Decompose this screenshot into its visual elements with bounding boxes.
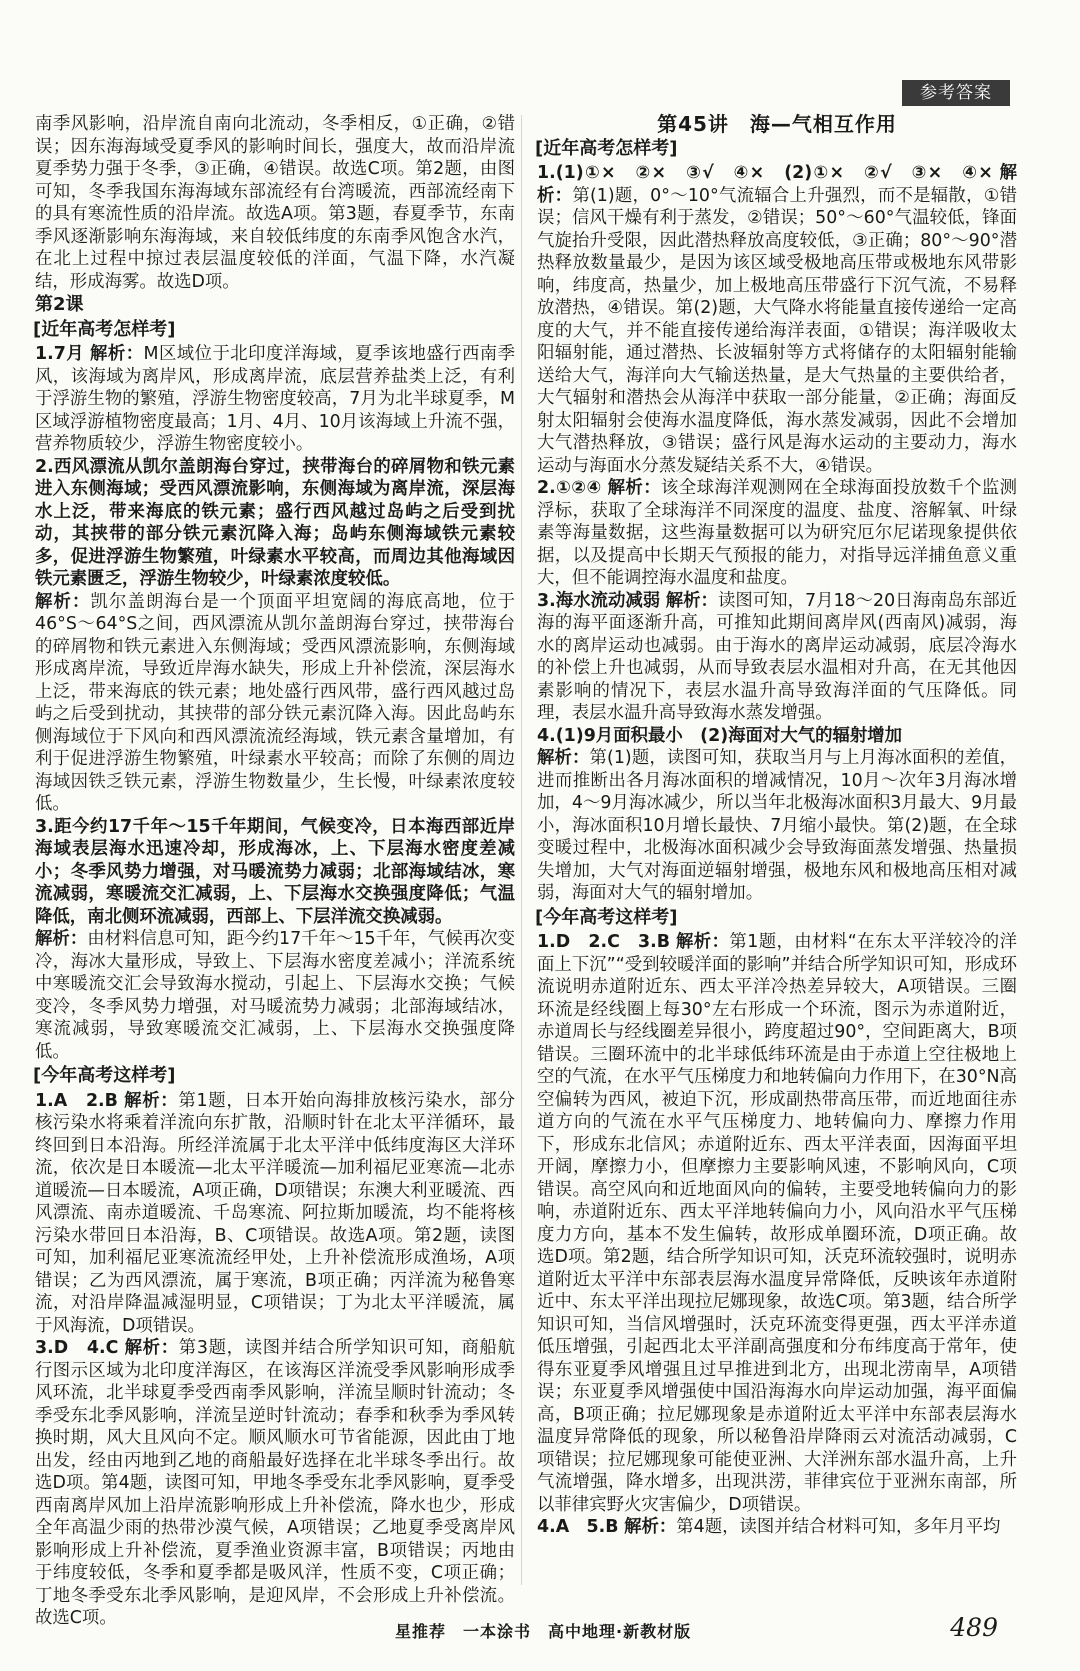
page-number: 489 [950,1613,998,1642]
right-column [537,113,1017,1603]
answer-item [537,590,1017,725]
analysis-label: 解析： [675,932,730,952]
section-heading-this-year: [今年高考这样考] [535,906,678,928]
analysis-label: 解析： [665,590,718,611]
answer-item [35,816,515,929]
analysis-text: 第(1)题，0°～10°气流辐合上升强烈，而不是辐散，①错误；信风干燥有利于蒸发，②错误；50°～60°气温较低，锋面气旋抬升受限，因此潜热释放高度较低，③正确；80°～90°潜热释放数量最少，是因为该区域受极地高压带或极地东风带影响，纬度高，热量少，加上极地高压带盛行下沉气流，不易释放潜热，④错误。第(2)题，大气降水将能量直接传递给一定高度的大气，并不能直接传递给海洋表面，①错误；海洋吸收太阳辐射能，通过潜热、长波辐射等方式将储存的太阳辐射能输送给大气，海洋向大气输送热量，是大气热量的主要供给者，大气辐射和潜热会从海洋中获取一部分能量，②正确；海面反射太阳辐射会使海水温度降低，海水蒸发减弱，因此不会增加大气潜热释放，③错误；盛行风是海水运动的主要动力，海水运动与海面水分蒸发疑结关系不大，④错误。 [537,185,1017,476]
analysis-label: 解析： [624,1517,677,1537]
page-footer [0,1609,1080,1649]
analysis-text: 第(1)题，读图可知，获取当月与上月海冰面积的差值，进而推断出各月海冰面积的增减情况，10月～次年3月海冰增加，4～9月海冰减少，所以当年北极海冰面积3月最大、9月最小，海冰面积10月增长最快、7月缩小最快。第(2)题，在全球变暖过程中，北极海冰面积减少会导致海面蒸发增强、热量损失增加，大气对海面逆辐射增强，极地东风和极地高压相对减弱，海面对大气的辐射增加。 [537,748,1017,903]
section-heading-recent-exams: [近年高考怎样考] [33,318,176,340]
lesson-heading: 第2课 [35,294,84,315]
answer-number: 3.D 4.C [35,1338,119,1358]
section-heading-recent-exams: [近年高考怎样考] [535,137,678,159]
answer-item [537,477,1017,590]
answer-number: 4.(1)9月面积最小 (2)海面对大气的辐射增加 [537,725,903,746]
answer-item [35,343,515,456]
analysis-label: 解析： [537,748,590,768]
analysis-text: 第1题，由材料“在东太平洋较冷的洋面上下沉”“受到较暖洋面的影响”并结合所学知识可知，形成环流说明赤道附近东、西太平洋冷热差异较大，A项错误。三圈环流是经线圈上每30°左右形成一个环流，图示为赤道附近，赤道周长与经线圈差异很小，跨度超过90°，空间距离大，B项错误。三圈环流中的北半球低纬环流是由于赤道上空往极地上空的气流，在水平气压梯度力和地转偏向力作用下，在30°N高空偏转为西风，被迫下沉，形成副热带高压带，而近地面往赤道方向的气流在水平气压梯度力、地转偏向力、摩擦力作用下，形成东北信风；赤道附近东、西太平洋表面，因海面平坦开阔，摩擦力小，但摩擦力主要影响风速，不影响风向，C项错误。高空风向和近地面风向的偏转，主要受地转偏向力的影响，赤道附近东、西太平洋地转偏向力小，风向沿水平气压梯度力方向，基本不发生偏转，故形成单圈环流，D项正确。故选D项。第2题，结合所学知识可知，沃克环流较强时，说明赤道附近太平洋中东部表层海水温度异常降低，反映该年赤道附近中、东太平洋出现拉尼娜现象，故选C项。第3题，结合所学知识可知，当信风增强时，沃克环流变得更强，西太平洋赤道低压增强，引起西北太平洋副高强度和分布纬度高于常年，使得东亚夏季风增强且过早推进到北方，出现北涝南旱，A项错误；东亚夏季风增强使中国沿海海水向岸运动加强，海平面偏高，B项正确；拉尼娜现象是赤道附近太平洋中东部表层海水温度异常降低的现象，所以秘鲁沿岸降雨云对流活动减弱，C项错误；拉尼娜现象可能使亚洲、大洋洲东部水温升高，上升气流增强，降水增多，出现洪涝，菲律宾位于亚洲东南部，所以菲律宾野火灾害偏少，D项错误。 [537,932,1017,1515]
answer-key-badge: 参考答案 [902,80,1010,106]
analysis-text: 第3题，读图并结合所学知识可知，商船航行图示区域为北印度洋海区，在该海区洋流受季风影响形成季风环流，北半球夏季受西南季风影响，洋流呈顺时针流动；冬季受东北季风影响，洋流呈逆时针流动；春季和秋季为季风转换时期，风大且风向不定。顺风顺水可节省能源，因此由丁地出发，经由丙地到乙地的商船最好选择在北半球冬季出行。故选D项。第4题，读图可知，甲地冬季受东北季风影响，夏季受西南离岸风加上沿岸流影响形成上升补偿流，降水也少，形成全年高温少雨的热带沙漠气候，A项错误；乙地夏季受离岸风影响形成上升补偿流，夏季渔业资源丰富，B项错误；丙地由于纬度较低，冬季和夏季都是吸风洋，性质不变，C项正确；丁地冬季受东北季风影响，是迎风岸，不会形成上升补偿流。故选C项。 [35,1338,515,1628]
analysis-paragraph [35,591,515,816]
answer-number: 1.(1)①× ②× ③√ ④× (2)①× ②√ ③× ④× [537,163,993,183]
analysis-text: 读图可知，7月18～20日海南岛东部近海的海平面逐渐升高，可推知此期间离岸风(西南风)减弱，海水的离岸运动也减弱。由于海水的离岸运动减弱，底层冷海水的补偿上升也减弱，从而导致表层水温相对升高，在无其他因素影响的情况下，表层水温升高导致海洋面的气压降低。同理，表层水温升高导致海水蒸发增强。 [537,590,1017,723]
analysis-text: M区域位于北印度洋海域，夏季该地盛行西南季风，该海域为离岸风，形成离岸流，底层营养盐类上泛，有利于浮游生物的繁殖，浮游生物密度较高，7月为北半球夏季，M区域浮游植物密度最高；1月、4月、10月该海域上升流不强，营养物质较少，浮游生物密度较小。 [35,344,516,454]
answer-number: 2.①②④ [537,478,602,498]
analysis-label: 解析： [607,478,662,498]
answer-number: 1.D 2.C 3.B [537,932,671,952]
answer-item [537,931,1017,1516]
analysis-label: 解析： [35,929,88,949]
answer-item [35,456,515,591]
analysis-label: 解析： [35,591,91,612]
analysis-label: 解析： [124,1338,179,1358]
column-divider [521,115,522,1585]
answer-number: 2.西风漂流从凯尔盖朗海台穿过，挟带海台的碎屑物和铁元素进入东侧海域；受西风漂流影响，东侧海域为离岸流，深层海水上泛，带来海底的铁元素；盛行西风越过岛屿之后受到扰动，其挟带的部分铁元素沉降入海；岛屿东侧海域铁元素较多，促进浮游生物繁殖，叶绿素水平较高，而周边其他海域因铁元素匮乏，浮游生物较少，叶绿素浓度较低。 [35,456,515,589]
analysis-text: 第4题，读图并结合材料可知，多年月平均 [676,1517,1001,1537]
section-heading-this-year: [今年高考这样考] [33,1065,176,1086]
analysis-text: 该全球海洋观测网在全球海面投放数千个监测浮标，获取了全球海洋不同深度的温度、盐度、溶解氧、叶绿素等海量数据，这些海量数据可以为研究厄尔尼诺现象提供依据，以及提高中长期天气预报的能力，对指导远洋捕鱼意义重大，但不能调控海水温度和盐度。 [537,478,1017,588]
analysis-label: 解析： [124,1090,179,1111]
answer-number: 3.距今约17千年～15千年期间，气候变冷，日本海西部近岸海域表层海水迅速冷却，形成海冰，上、下层海水密度差减小；冬季风势力增强，对马暖流势力减弱；北部海域结冰，寒流减弱，寒暖流交汇减弱，上、下层海水交换强度降低；气温降低，南北侧环流减弱，西部上、下层洋流交换减弱。 [35,816,515,927]
lecture-title: 第45讲 海—气相互作用 [657,112,897,136]
analysis-label: 解析： [90,344,144,364]
analysis-text: 凯尔盖朗海台是一个顶面平坦宽阔的海底高地，位于46°S～64°S之间，西风漂流从凯尔盖朗海台穿过，挟带海台的碎屑物和铁元素进入东侧海域；受西风漂流影响，东侧海域形成离岸流，导致近岸海水缺失，形成上升补偿流，深层海水上泛，带来海底的铁元素；地处盛行西风带，盛行西风越过岛屿之后受到扰动，其挟带的部分铁元素沉降入海。因此岛屿东侧海域位于下风向和西风漂流流经海域，铁元素含量增加，有利于促进浮游生物繁殖，叶绿素水平较高；而除了东侧的周边海域因铁乏铁元素，浮游生物数量少，生长慢，叶绿素浓度较低。 [35,591,515,814]
analysis-text: 由材料信息可知，距今约17千年～15千年，气候再次变冷，海冰大量形成，导致上、下层海水密度差减小；洋流系统中寒暖流交汇会导致海水搅动，引起上、下层海水交换；气候变冷，冬季风势力增强，对马暖流势力减弱；北部海域结冰，寒流减弱，导致寒暖流交汇减弱，上、下层海水交换强度降低。 [35,929,515,1062]
answer-number: 1.7月 [35,344,85,364]
answer-item [537,1516,1017,1539]
answer-number: 1.A 2.B [35,1090,118,1111]
analysis-text: 第1题，日本开始向海排放核污染水，部分核污染水将乘着洋流向东扩散，沿顺时针在北太平洋循环，最终回到日本沿海。所经洋流属于北太平洋中低纬度海区大洋环流，依次是日本暖流—北太平洋暖流—加利福尼亚寒流—北赤道暖流—日本暖流，A项正确，D项错误；东澳大利亚暖流、西风漂流、南赤道暖流、千岛寒流、阿拉斯加暖流，均不能将核污染水带回日本沿海，B、C项错误。故选A项。第2题，读图可知，加利福尼亚寒流流经甲处，上升补偿流形成渔场，A项错误；乙为西风漂流，属于寒流，B项正确；丙洋流为秘鲁寒流，对沿岸降温减湿明显，C项错误；丁为北太平洋暖流，属于风海流，D项错误。 [35,1090,515,1336]
footer-book-title: 星推荐 一本涂书 高中地理·新教材版 [395,1622,692,1641]
analysis-label: 解析： [537,163,1018,206]
answer-item [35,1337,515,1630]
answer-number: 3.海水流动减弱 [537,590,661,611]
answer-number: 4.A 5.B [537,1517,619,1537]
answer-item [537,725,1017,748]
answer-item [537,162,1017,477]
left-column [33,113,516,1628]
continued-explanation: 南季风影响，沿岸流自南向北流动，冬季相反，①正确，②错误；因东海海域受夏季风的影响时间长，强度大，故而沿岸流夏季势力强于冬季，③正确，④错误。故选C项。第2题，由图可知，冬季我国东海海域东部流经有台湾暖流，西部流经南下的具有寒流性质的沿岸流。故选A项。第3题，春夏季节，东南季风逐渐影响东海海域，来自较低纬度的东南季风饱含水汽，在北上过程中掠过表层温度较低的洋面，气温下降，水汽凝结，形成海雾。故选D项。 [35,114,515,292]
analysis-paragraph [35,928,515,1063]
answer-item [35,1090,515,1338]
analysis-paragraph [537,747,1017,905]
